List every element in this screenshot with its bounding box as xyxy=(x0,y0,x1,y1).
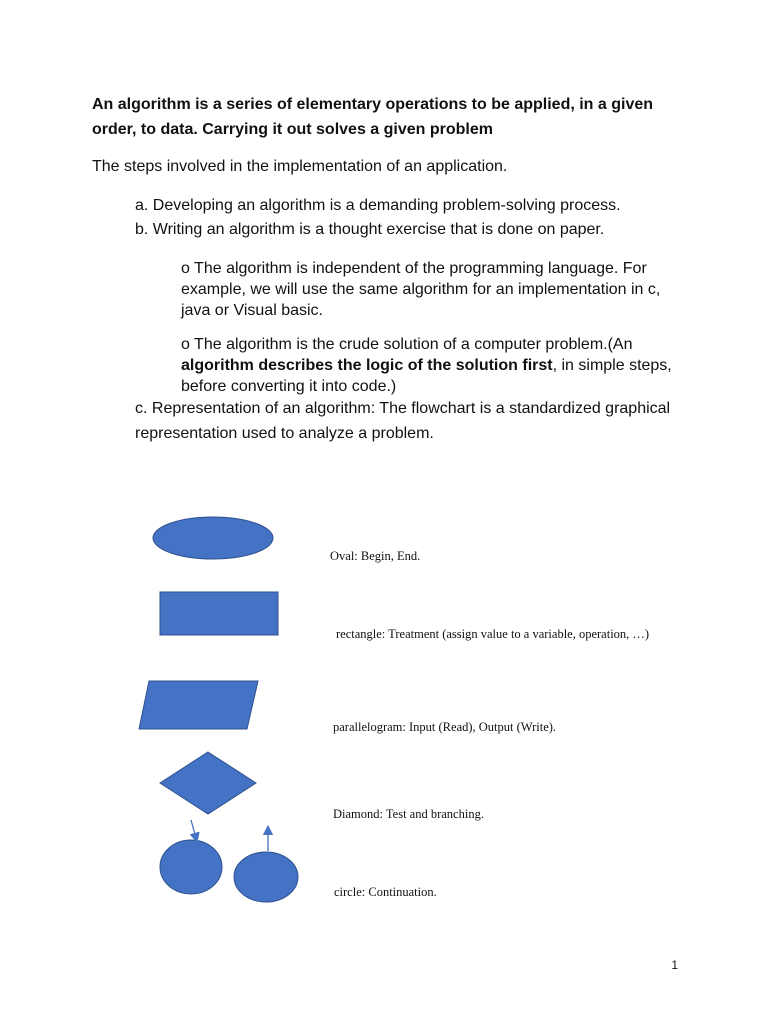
diamond-shape xyxy=(160,752,256,814)
circle-caption: circle: Continuation. xyxy=(334,885,437,899)
intro-paragraph: The steps involved in the implementation of an application. xyxy=(92,158,508,175)
incoming-arrow xyxy=(191,820,196,838)
rectangle-shape xyxy=(160,592,278,635)
sub-item-bold-text: algorithm describes the logic of the solution first xyxy=(181,357,553,374)
oval-shape xyxy=(153,517,273,559)
oval-caption: Oval: Begin, End. xyxy=(330,549,421,563)
parallelogram-shape xyxy=(139,681,258,729)
sub-item-text-start: o The algorithm is the crude solution of a computer problem.(An xyxy=(181,336,633,353)
list-item-b: b. Writing an algorithm is a thought exercise that is done on paper. xyxy=(135,221,605,238)
page-number: 1 xyxy=(671,958,678,972)
parallelogram-caption: parallelogram: Input (Read), Output (Write). xyxy=(333,720,557,734)
circle-shape-left xyxy=(160,840,222,894)
circle-shape-right xyxy=(234,852,298,902)
list-item-c: c. Representation of an algorithm: The flowchart is a standardized graphical representation used to analyze a problem. xyxy=(135,400,671,442)
rectangle-caption: rectangle: Treatment (assign value to a variable, operation, …) xyxy=(336,627,650,641)
sub-item-text-end: , in simple steps, before converting it into code.) xyxy=(181,357,672,395)
sub-item-independent: o The algorithm is independent of the programming language. For example, we will use the same algorithm for an implementation in c, java or Visual basic. xyxy=(181,260,661,319)
diamond-caption: Diamond: Test and branching. xyxy=(333,807,484,821)
list-item-a: a. Developing an algorithm is a demanding problem-solving process. xyxy=(135,197,621,214)
page-heading: An algorithm is a series of elementary operations to be applied, in a given order, to data. Carrying it out solves a given problem xyxy=(92,96,654,138)
